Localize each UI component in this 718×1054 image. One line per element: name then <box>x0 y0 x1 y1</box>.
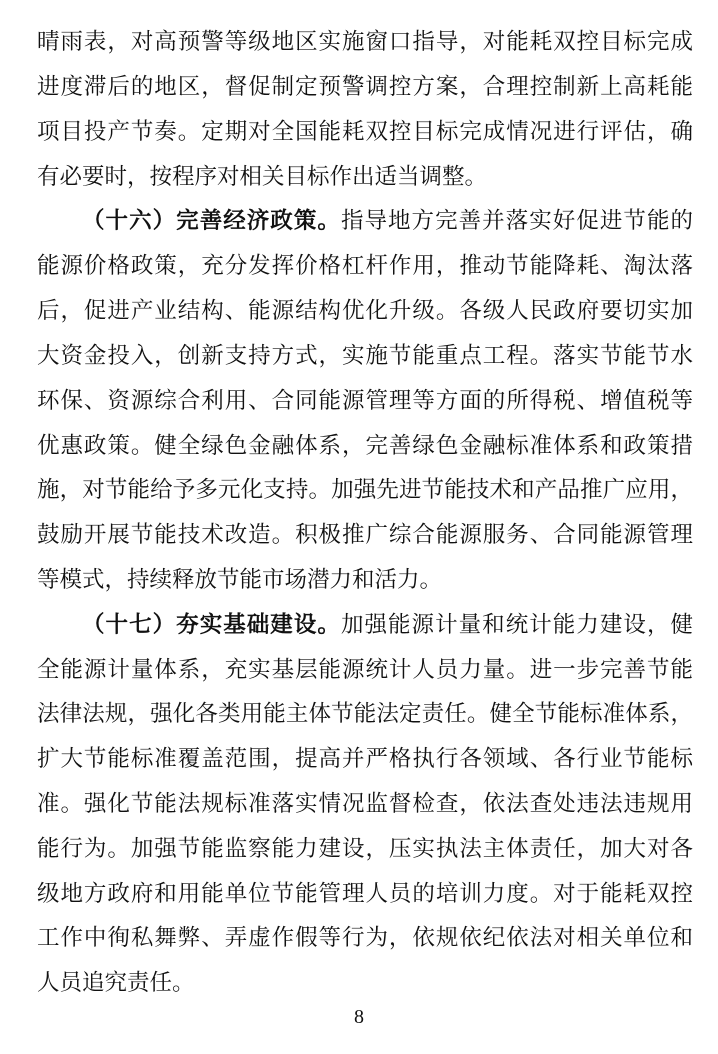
paragraph-2-line-7: 施，对节能给予多元化支持。加强先进节能技术和产品推广应用， <box>37 477 693 503</box>
paragraph-2-line-5: 环保、资源综合利用、合同能源管理等方面的所得税、增值税等 <box>37 388 693 414</box>
paragraph-2-heading: （十六）完善经济政策。 <box>82 208 341 234</box>
paragraph-3-line-5: 准。强化节能法规标准落实情况监督检查，依法查处违法违规用 <box>37 791 693 817</box>
paragraph-3-line-4: 扩大节能标准覆盖范围，提高并严格执行各领域、各行业节能标 <box>37 746 693 772</box>
paragraph-1-line-1: 晴雨表，对高预警等级地区实施窗口指导，对能耗双控目标完成 <box>37 29 693 55</box>
paragraph-2-line-3: 后，促进产业结构、能源结构优化升级。各级人民政府要切实加 <box>37 298 693 324</box>
paragraph-3-line-8: 工作中徇私舞弊、弄虚作假等行为，依规依纪依法对相关单位和 <box>37 925 693 951</box>
paragraph-3-line-7: 级地方政府和用能单位节能管理人员的培训力度。对于能耗双控 <box>37 881 693 907</box>
paragraph-2-line-2: 能源价格政策，充分发挥价格杠杆作用，推动节能降耗、淘汰落 <box>37 253 693 279</box>
paragraph-1-line-3: 项目投产节奏。定期对全国能耗双控目标完成情况进行评估，确 <box>37 119 693 145</box>
paragraph-3-line-3: 法律法规，强化各类用能主体节能法定责任。健全节能标准体系， <box>37 701 693 727</box>
paragraph-2-line-6: 优惠政策。健全绿色金融体系，完善绿色金融标准体系和政策措 <box>37 433 693 459</box>
paragraph-1-line-4: 有必要时，按程序对相关目标作出适当调整。 <box>37 164 488 190</box>
paragraph-3-line-6: 能行为。加强节能监察能力建设，压实执法主体责任，加大对各 <box>37 836 693 862</box>
paragraph-2-first-line-text: 指导地方完善并落实好促进节能的 <box>340 208 693 234</box>
paragraph-2-line-9: 等模式，持续释放节能市场潜力和活力。 <box>37 567 443 593</box>
paragraph-2-line-8: 鼓励开展节能技术改造。积极推广综合能源服务、合同能源管理 <box>37 522 693 548</box>
paragraph-3-heading: （十七）夯实基础建设。 <box>82 612 341 638</box>
paragraph-3-first-line-text: 加强能源计量和统计能力建设，健 <box>340 612 693 638</box>
paragraph-2-line-1 <box>82 203 693 239</box>
paragraph-1-line-2: 进度滞后的地区，督促制定预警调控方案，合理控制新上高耗能 <box>37 74 693 100</box>
paragraph-2-line-4: 大资金投入，创新支持方式，实施节能重点工程。落实节能节水 <box>37 343 693 369</box>
paragraph-3-line-2: 全能源计量体系，充实基层能源统计人员力量。进一步完善节能 <box>37 657 693 683</box>
paragraph-3-line-1 <box>82 607 693 643</box>
paragraph-3-line-9: 人员追究责任。 <box>37 970 195 996</box>
page-number: 8 <box>354 1006 364 1028</box>
